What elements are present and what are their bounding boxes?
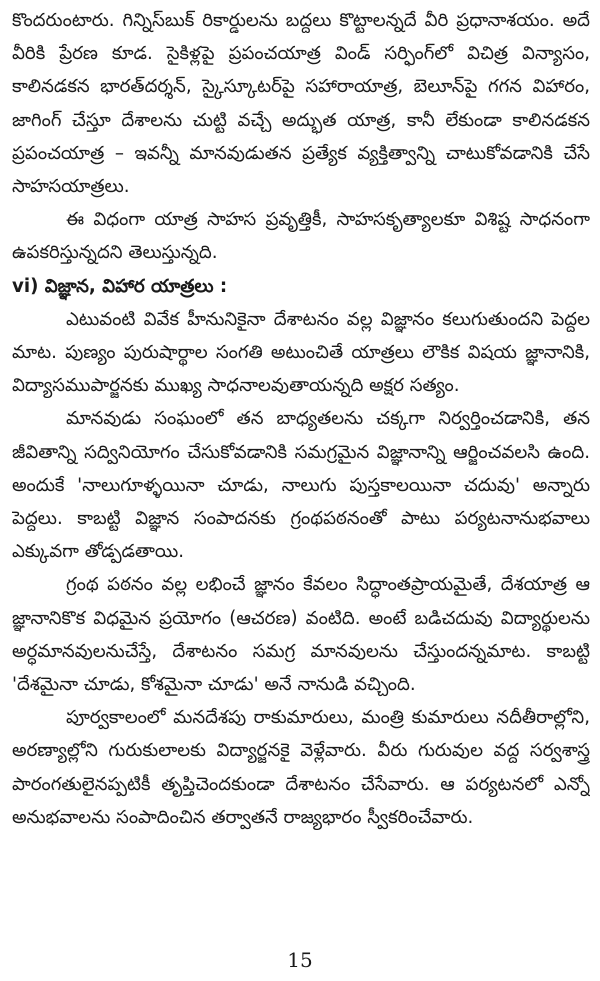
page-body bbox=[12, 4, 590, 934]
paragraph-adventure-summary: ఈ విధంగా యాత్ర సాహస ప్రవృత్తికీ, సాహసకృత్యాలకూ విశిష్ట సాధనంగా ఉపకరిస్తున్నదని తెలుస్తున్నది. bbox=[12, 209, 590, 264]
section-heading: vi) విజ్ఞాన, విహార యాత్రలు : bbox=[12, 275, 228, 297]
paragraph-book-reading: గ్రంథ పఠనం వల్ల లభించే జ్ఞానం కేవలం సిద్ధాంతప్రాయమైతే, దేశయాత్ర ఆ జ్ఞానానికొక విధమైన ప్రయోగం (ఆచరణ) వంటిది. అంటే బడిచదువు విద్యార్థులను అర్ధమానవులనుచేస్తే, దేశాటనం సమగ్ర మానవులను చేస్తుందన్నమాట. కాబట్టి 'దేశమైనా చూడు, కోశమైనా చూడు' అనే నానుడి వచ్చింది. bbox=[12, 574, 590, 696]
page-number: 15 bbox=[287, 948, 313, 972]
paragraph-knowledge: ఎటువంటి వివేక హీనునికైనా దేశాటనం వల్ల విజ్ఞానం కలుగుతుందని పెద్దల మాట. పుణ్యం పురుషార్థాల సంగతి అటుంచితే యాత్రలు లౌకిక విషయ జ్ఞానానికి, విద్యాసముపార్జనకు ముఖ్య సాధనాలవుతాయన్నది అక్షర సత్యం. bbox=[12, 308, 590, 397]
paragraph-ancient-princes: పూర్వకాలంలో మనదేశపు రాకుమారులు, మంత్రి కుమారులు నదీతీరాల్లోని, అరణ్యాల్లోని గురుకులాలకు విద్యార్జనకై వెళ్లేవారు. వీరు గురువుల వద్ద సర్వశాస్త్ర పారంగతులైనప్పటికీ తృప్తిచెందకుండా దేశాటనం చేసేవారు. ఆ పర్యటనలో ఎన్నో అనుభవాలను సంపాదించిన తర్వాతనే రాజ్యభారం స్వీకరించేవారు. bbox=[12, 707, 590, 828]
paragraph-continuation: కొందరుంటారు. గిన్నిస్‌బుక్ రికార్డులను బద్దలు కొట్టాలన్నదే వీరి ప్రధానాశయం. అదే వీరికి ప్రేరణ కూడ. సైకిళ్లపై ప్రపంచయాత్ర విండ్ సర్ఫింగ్‌లో విచిత్ర విన్యాసం, కాలినడకన భారత్‌దర్శన్, స్కైస్కూటర్‌పై సహారాయాత్ర, బెలూన్‌పై గగన విహారం, జాగింగ్ చేస్తూ దేశాలను చుట్టి వచ్చే అద్భుత యాత్ర, కానీ లేకుండా కాలినడకన ప్రపంచయాత్ర – ఇవన్నీ మానవుడుతన ప్రత్యేక వ్యక్తిత్వాన్ని చాటుకోవడానికి చేసే సాహసయాత్రలు. bbox=[12, 10, 590, 198]
paragraph-responsibility: మానవుడు సంఘంలో తన బాధ్యతలను చక్కగా నిర్వర్తించడానికి, తన జీవితాన్ని సద్వినియోగం చేసుకోవడానికి సమగ్రమైన విజ్ఞానాన్ని ఆర్జించవలసి ఉంది. అందుకే 'నాలుగూళ్ళయినా చూడు, నాలుగు పుస్తకాలయినా చదువు' అన్నారు పెద్దలు. కాబట్టి విజ్ఞాన సంపాదనకు గ్రంథపఠనంతో పాటు పర్యటనానుభవాలు ఎక్కువగా తోడ్పడతాయి. bbox=[12, 408, 590, 563]
